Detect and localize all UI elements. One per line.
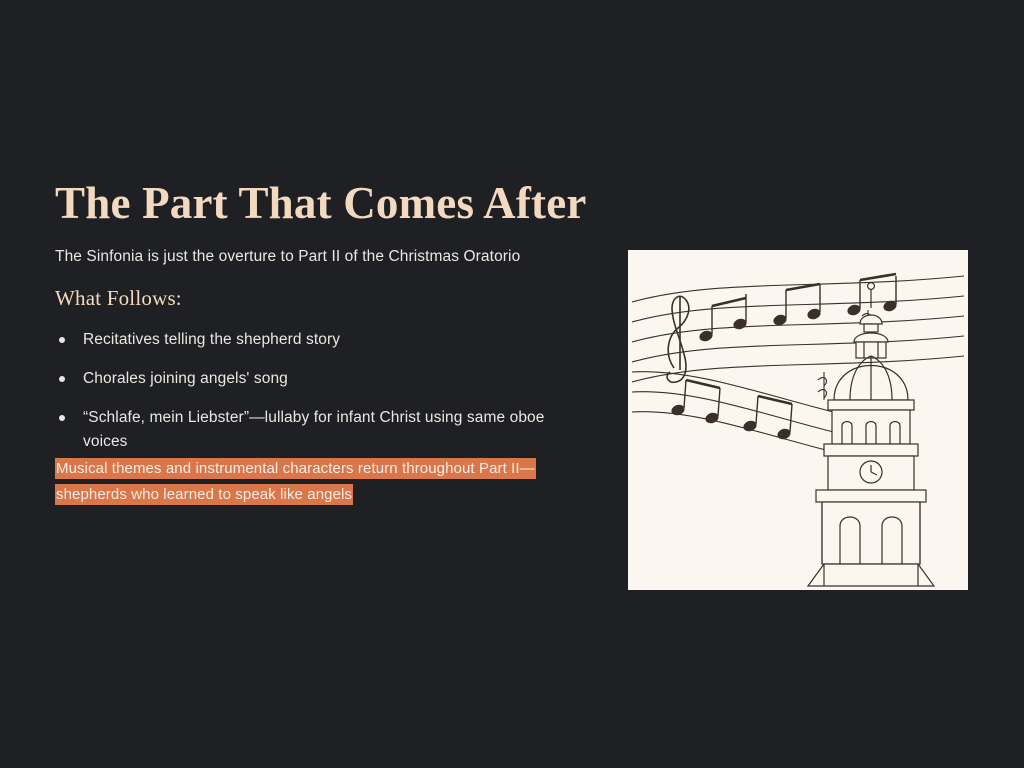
list-item bbox=[55, 367, 575, 392]
list-item bbox=[55, 328, 575, 353]
bullet-dot-icon bbox=[59, 376, 65, 382]
page-title: The Part That Comes After bbox=[55, 178, 587, 229]
highlighted-callout-text: Musical themes and instrumental characters return throughout Part II—shepherds who learned to speak like angels bbox=[56, 460, 535, 503]
list-item-label: “Schlafe, mein Liebster”—lullaby for infant Christ using same oboe voices bbox=[83, 408, 545, 451]
list-item bbox=[55, 406, 575, 456]
list-item-label: Recitatives telling the shepherd story bbox=[83, 331, 341, 348]
section-heading: What Follows: bbox=[55, 286, 182, 310]
illustration-card bbox=[628, 250, 968, 590]
slide-subtitle: The Sinfonia is just the overture to Part II of the Christmas Oratorio bbox=[55, 248, 521, 265]
bullet-dot-icon bbox=[59, 337, 65, 343]
bullet-list bbox=[55, 328, 575, 469]
bullet-dot-icon bbox=[59, 415, 65, 421]
list-item-label: Chorales joining angels' song bbox=[83, 369, 288, 387]
highlighted-callout bbox=[55, 456, 571, 508]
church-tower-with-music-staff-icon bbox=[628, 250, 968, 590]
